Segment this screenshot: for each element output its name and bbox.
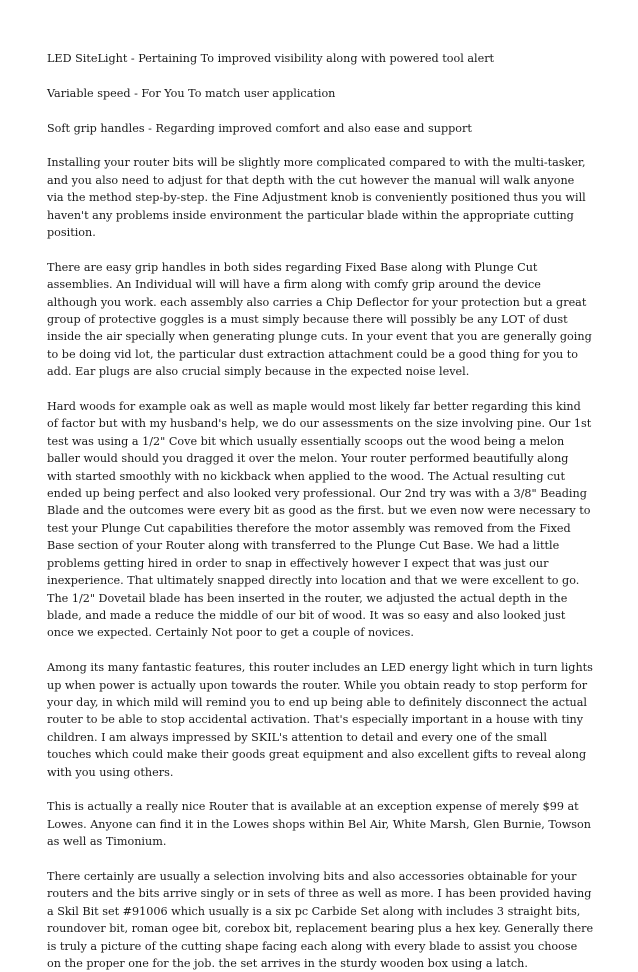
feature-variable-speed: Variable speed - For You To match user application xyxy=(47,86,336,100)
paragraph-bits: There certainly are usually a selection involving bits and also accessories obtainable for your routers and the bits arrive singly or in sets of three as well as more. I has been provided having a Skil Bit set #91006 which usually is a six pc Carbide Set along with includes 3 straight bits, roundover bit, roman ogee bit, corebox bit, replacement bearing plus a hex key. Generally there is truly a picture of the cutting shape facing each along with every blade to assist you choose on the proper one for the job. the set arrives in the sturdy wooden box using a latch. xyxy=(47,869,594,970)
paragraph-price: This is actually a really nice Router that is available at an exception expense of merely $99 at Lowes. Anyone can find it in the Lowes shops within Bel Air, White Marsh, Glen Burnie, Towson as well as Timonium. xyxy=(47,800,591,849)
paragraph-grip-handles: There are easy grip handles in both sides regarding Fixed Base along with Plunge Cut assemblies. An Individual will will have a firm along with comfy grip around the device although you work. each assembly also carries a Chip Deflector for your protection but a great group of protective goggles is a must simply because there will possibly be any LOT of dust inside the air specially when generating plunge cuts. In your event that you are generally going to be doing vid lot, the particular dust extraction attachment could be a good thing for you to add. Ear plugs are also crucial simply because in the expected noise level. xyxy=(47,260,592,379)
paragraph-hard-woods: Hard woods for example oak as well as maple would most likely far better regarding this kind of factor but with my husband's help, we do our assessments on the size involving pine. Our 1st test was using a 1/2" Cove bit which usually essentially scoops out the wood being a melon baller would should you dragged it over the melon. Your router performed beautifully along with started smoothly with no kickback when applied to the wood. The Actual resulting cut ended up being perfect and also looked very professional. Our 2nd try was with a 3/8" Beading Blade and the outcomes were every bit as good as the first. but we even now were necessary to test your Plunge Cut capabilities therefore the motor assembly was removed from the Fixed Base section of your Router along with transferred to the Plunge Cut Base. We had a little problems getting hired in order to snap in effectively however I expect that was just our inexperience. That ultimately snapped directly into location and that we were excellent to go. The 1/2" Dovetail blade has been inserted in the router, we adjusted the actual depth in the blade, and made a reduce the middle of our bit of wood. It was so easy and also looked just once we expected. Certainly Not poor to get a couple of novices. xyxy=(47,400,592,640)
paragraph-led-light: Among its many fantastic features, this router includes an LED energy light which in turn lights up when power is actually upon towards the router. While you obtain ready to stop perform for your day, in which mild will remind you to end up being able to definitely disconnect the actual router to be able to stop accidental activation. That's especially important in a house with tiny children. I am always impressed by SKIL's attention to detail and every one of the small touches which could make their goods great equipment and also excellent gifts to reveal along with you using others. xyxy=(47,661,593,779)
paragraph-installing: Installing your router bits will be slightly more complicated compared to with the multi-tasker, and you also need to adjust for that depth with the cut however the manual will walk anyone via the method step-by-step. the Fine Adjustment knob is conveniently positioned thus you will haven't any problems inside environment the particular blade within the appropriate cutting position. xyxy=(47,156,586,240)
feature-soft-grip: Soft grip handles - Regarding improved comfort and also ease and support xyxy=(47,121,472,135)
feature-led-sitelight: LED SiteLight - Pertaining To improved visibility along with powered tool alert xyxy=(47,52,495,65)
